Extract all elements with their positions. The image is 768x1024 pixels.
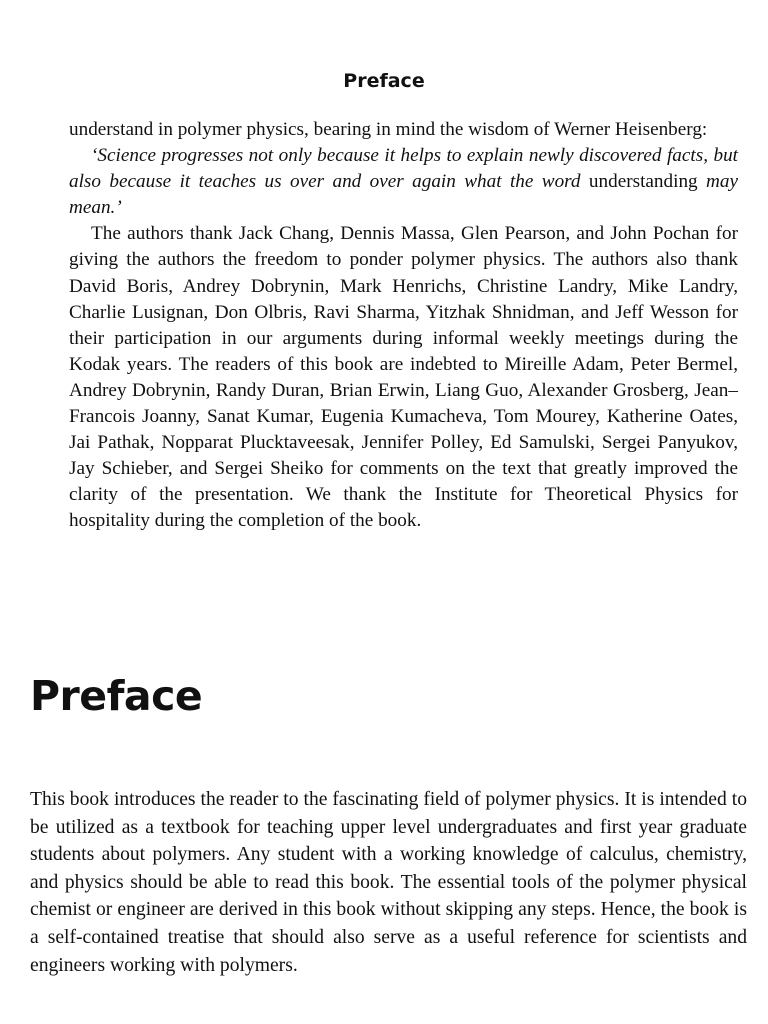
preface-body — [30, 786, 747, 979]
paragraph-acknowledgements: The authors thank Jack Chang, Dennis Massa, Glen Pearson, and John Pochan for giving the authors the freedom to ponder polymer physics. The authors also thank David Boris, Andrey Dobrynin, Mark Henrichs, Christine Landry, Mike Landry, Charlie Lusignan, Don Olbris, Ravi Sharma, Yitzhak Shnidman, and Jeff Wesson for their participation in our arguments during informal weekly meetings during the Kodak years. The readers of this book are indebted to Mireille Adam, Peter Bermel, Andrey Dobrynin, Randy Duran, Brian Erwin, Liang Guo, Alexander Grosberg, Jean–Francois Joanny, Sanat Kumar, Eugenia Kumacheva, Tom Mourey, Katherine Oates, Jai Pathak, Nopparat Plucktaveesak, Jennifer Polley, Ed Samulski, Sergei Panyukov, Jay Schieber, and Sergei Sheiko for comments on the text that greatly improved the clarity of the presentation. We thank the Institute for Theoretical Physics for hospitality during the completion of the book. — [69, 223, 738, 532]
paragraph-heisenberg-intro: understand in polymer physics, bearing in mind the wisdom of Werner Heisenberg: — [69, 119, 708, 140]
running-head: Preface — [343, 70, 425, 92]
quote-italic-text: ‘Science progresses not only because it helps to explain newly discovered facts, but also because it teaches us over and over again what the word — [69, 145, 738, 193]
quote-italic-end: may mean.’ — [69, 171, 738, 219]
paragraph-preface-intro: This book introduces the reader to the fascinating field of polymer physics. It is intended to be utilized as a textbook for teaching upper level undergraduates and first year graduate students about polymers. Any student with a working knowledge of calculus, chemistry, and physics should be able to read this book. The essential tools of the polymer physical chemist or engineer are derived in this book without skipping any steps. Hence, the book is a self-contained treatise that should also serve as a useful reference for scientists and engineers working with polymers. — [30, 789, 747, 976]
heisenberg-quote — [69, 143, 738, 221]
section-title: Preface — [30, 672, 203, 720]
quote-roman-word: understanding — [580, 171, 707, 193]
acknowledgements-continued — [69, 117, 738, 535]
